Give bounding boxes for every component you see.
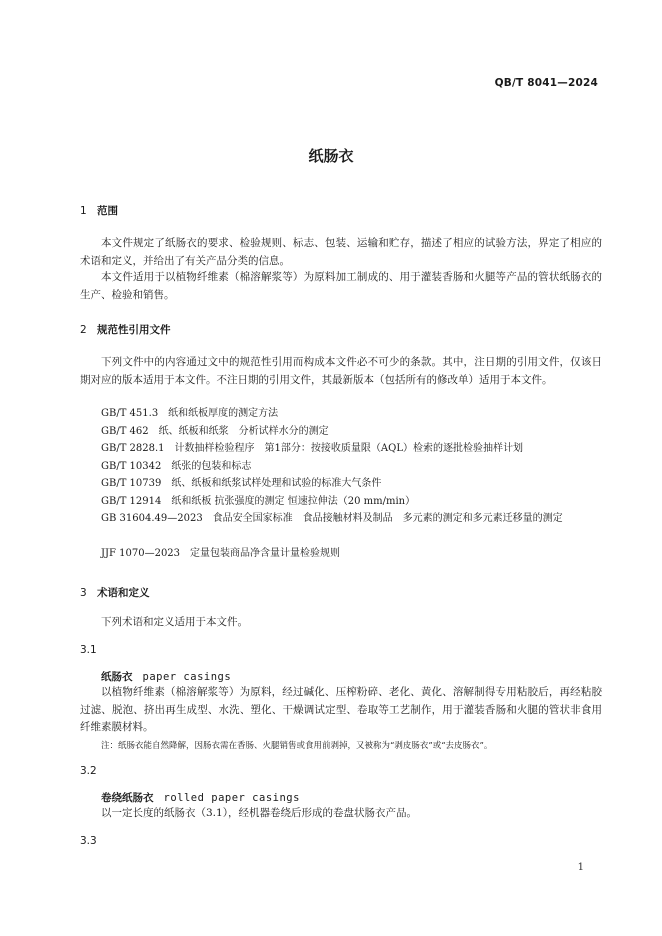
reference-item: GB/T 462 纸、纸板和纸浆 分析试样水分的测定 (101, 425, 329, 437)
section-number: 3 (80, 587, 87, 599)
reference-item: GB/T 10342 纸张的包装和标志 (101, 460, 252, 472)
term-zh: 卷绕纸肠衣 (101, 792, 154, 804)
reference-item: GB/T 2828.1 计数抽样检验程序 第1部分：按接收质量限（AQL）检索的逐批检验抽样计划 (101, 443, 523, 454)
section-title: 规范性引用文件 (97, 324, 171, 336)
scope-paragraph-1: 本文件规定了纸肠衣的要求、检验规则、标志、包装、运输和贮存，描述了相应的试验方法，界定了相应的术语和定义，并给出了有关产品分类的信息。 (80, 237, 602, 267)
section-1-heading (80, 203, 118, 218)
standard-code: QB/T 8041—2024 (494, 77, 598, 89)
term-heading (101, 790, 300, 805)
document-title: 纸肠衣 (308, 147, 354, 165)
reference-item: GB 31604.49—2023 食品安全国家标准 食品接触材料及制品 多元素的测定和多元素迁移量的测定 (101, 513, 563, 524)
section-title: 术语和定义 (97, 587, 150, 599)
term-heading (101, 669, 231, 684)
terms-intro: 下列术语和定义适用于本文件。 (101, 616, 248, 628)
section-2-heading (80, 322, 171, 337)
term-en: paper casings (142, 671, 232, 683)
section-3-heading (80, 585, 150, 600)
section-number: 2 (80, 324, 87, 336)
term-en: rolled paper casings (163, 792, 300, 804)
section-number: 1 (80, 205, 87, 217)
reference-item: GB/T 10739 纸、纸板和纸浆试样处理和试验的标准大气条件 (101, 478, 382, 489)
normative-references-intro: 下列文件中的内容通过文中的规范性引用而构成本文件必不可少的条款。其中，注日期的引用文件，仅该日期对应的版本适用于本文件。不注日期的引用文件，其最新版本（包括所有的修改单）适用于本文件。 (80, 356, 602, 386)
term-number: 3.3 (80, 835, 97, 847)
term-definition: 以植物纤维素（棉溶解浆等）为原料，经过碱化、压榨粉碎、老化、黄化、溶解制得专用粘胶后，再经粘胶过滤、脱泡、挤出再生成型、水洗、塑化、干燥调试定型、卷取等工艺制作，用于灌装香肠和火腿的管状非食用纤维素膜材料。 (80, 686, 602, 733)
scope-paragraph-2: 本文件适用于以植物纤维素（棉溶解浆等）为原料加工制成的、用于灌装香肠和火腿等产品的管状纸肠衣的生产、检验和销售。 (80, 271, 602, 301)
reference-item: GB/T 12914 纸和纸板 抗张强度的测定 恒速拉伸法（20 mm/min） (101, 495, 416, 507)
term-definition: 以一定长度的纸肠衣（3.1），经机器卷绕后形成的卷盘状肠衣产品。 (101, 807, 417, 819)
section-title: 范围 (97, 205, 118, 217)
term-number: 3.2 (80, 765, 97, 777)
term-number: 3.1 (80, 644, 97, 656)
term-zh: 纸肠衣 (101, 671, 133, 683)
reference-item: JJF 1070—2023 定量包装商品净含量计量检验规则 (101, 548, 341, 559)
page-number: 1 (577, 862, 584, 873)
reference-item: GB/T 451.3 纸和纸板厚度的测定方法 (101, 408, 279, 419)
term-note: 注：纸肠衣能自然降解，因肠衣需在香肠、火腿销售或食用前剥掉，又被称为“剥皮肠衣”或“去皮肠衣”。 (101, 741, 493, 751)
